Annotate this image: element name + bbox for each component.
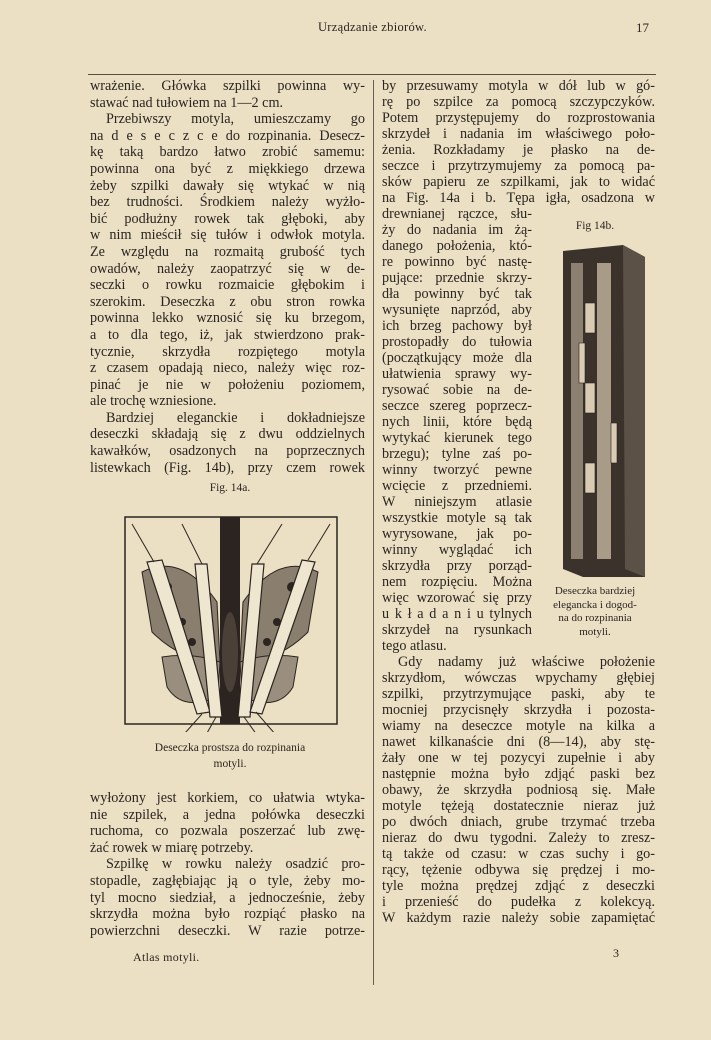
figure-14a-butterfly-board — [122, 512, 342, 732]
text-line: powinna lekko wznosić się ku brzegom, — [90, 310, 365, 327]
paragraph — [382, 78, 655, 206]
running-head-title: Urządzanie zbiorów. — [317, 20, 427, 34]
text-line: tycznie, skrzydła rozpiętego motyla — [90, 343, 365, 360]
text-line: re powinno być nastę- — [382, 254, 532, 270]
text-line: tego atlasu. — [382, 638, 447, 654]
text-line: pujące: przednie skrzy- — [382, 270, 532, 286]
text-line: seczki o rowku rozmaicie głębokim i — [90, 277, 365, 294]
text-line: prostopadły do tułowia — [382, 334, 532, 350]
caption-line: motyli. — [213, 758, 247, 770]
paragraph — [90, 410, 365, 476]
text-line: szerokim. Deseczka z obu stron rowka — [90, 293, 365, 310]
text-line: żeby szpilki dawały się wtykać w nią — [90, 177, 365, 194]
text-line: Ze względu na rozmaitą grubość tych — [90, 243, 365, 260]
text-line: ży do nadania im żą- — [382, 222, 532, 238]
left-column-bottom — [90, 790, 365, 939]
text-line: danego położenia, któ- — [382, 238, 532, 254]
text-line: by przesuwamy motyla w dół lub w gó- — [382, 78, 655, 94]
text-line: powinna ona być z miękkiego drzewa — [90, 160, 365, 177]
text-line: i przenieść do pudełka z kolekcyą. — [382, 894, 655, 910]
text-line: a to dla tego, iż, jak stwierdzono prak- — [90, 326, 365, 343]
text-line: nem rozpięciu. Można — [382, 574, 532, 590]
text-line: Potem przystępujemy do rozprostowania — [382, 110, 655, 126]
text-line: dła powinny być tak — [382, 286, 532, 302]
text-line: obawy, że skrzydła podniosą się. Małe — [382, 782, 655, 798]
text-line: brzegu); tylne zaś po- — [382, 446, 532, 462]
left-column-top — [90, 78, 365, 476]
text-line: po dwóch dniach, grube trzymać trzeba — [382, 814, 655, 830]
text-line: więc wzorować się przy — [382, 590, 532, 606]
paragraph — [90, 790, 365, 856]
text-line: drewnianej rączce, słu- — [382, 206, 532, 222]
text-line: na Fig. 14a i b. Tępa igła, osadzona w — [382, 190, 655, 206]
text-line: winny wyglądać ich — [382, 542, 532, 558]
text-line: stawać nad tułowiem na 1—2 cm. — [90, 94, 284, 111]
text-line: żały one w tej pozycyi zupełnie i aby — [382, 750, 655, 766]
text-line: nych linii, które będą — [382, 414, 532, 430]
page-number: 17 — [636, 20, 649, 35]
paragraph — [90, 78, 365, 111]
text-line: rę po szpilce za pomocą szczypczyków. — [382, 94, 655, 110]
text-line: sków papieru ze szpilkami, jak to widać — [382, 174, 655, 190]
text-line: tą także od czasu: w czas suchy i go- — [382, 846, 655, 862]
text-line: wyłożony jest korkiem, co ułatwia wtyka- — [90, 790, 365, 806]
text-line: listewkach (Fig. 14b), przy czem rowek — [90, 459, 365, 476]
text-line: winny tworzyć pewne — [382, 462, 532, 478]
text-line: mocniej przycisnęły skrzydła i pozosta- — [382, 702, 655, 718]
text-line: wcięcie z przedniemi. — [382, 478, 532, 494]
text-line: kawałków, osadzonych na poprzecznych — [90, 443, 365, 460]
caption-line: Deseczka prostsza do rozpinania — [154, 742, 306, 754]
caption-line: Deseczka bardziej — [554, 585, 636, 597]
text-line: wytykać kierunek tego — [382, 430, 532, 446]
text-line: Szpilkę w rowku należy osadzić pro- — [106, 856, 365, 873]
footer-book-title: Atlas motyli. — [133, 950, 200, 964]
caption-line: elegancka i dogod- — [553, 598, 637, 611]
text-line: skrzydłom, wówczas wpychamy głębiej — [382, 670, 655, 686]
figure-14b-label: Fig 14b. — [575, 220, 615, 232]
paragraph — [90, 111, 365, 410]
text-line: powierzchni deseczki. W razie potrze- — [90, 922, 365, 939]
text-line: motyle tężeją dostatecznie nieraz już — [382, 798, 655, 814]
signature-mark: 3 — [613, 946, 619, 960]
text-line: kę taką bardzo łatwo zrobić samemu: — [90, 144, 365, 161]
text-line: seczce szereg poprzecz- — [382, 398, 532, 414]
text-line: szpilki, przytrzymujące paski, aby te — [382, 686, 655, 702]
text-line: nieraz do dwu tygodni. Zależy to zresz- — [382, 830, 655, 846]
text-line: rący, tężenie odbywa się prędzej i mo- — [382, 862, 655, 878]
text-line: skrzydeł na rysunkach — [382, 622, 532, 638]
text-line: deseczki składają się z dwu oddzielnych — [90, 426, 365, 443]
text-line: (początkujący może dla — [382, 350, 532, 366]
text-line: następnie można było zdjąć paski bez — [382, 766, 655, 782]
text-line: bez trudności. Środkiem należy wyżło- — [90, 194, 365, 211]
text-line: seczce i przytrzymujemy za pomocą pa- — [382, 158, 655, 174]
text-line: wszystkie motyle są tak — [382, 510, 532, 526]
caption-line: motyli. — [579, 625, 611, 638]
text-line: nie szpilek, a jedna połówka deseczki — [90, 806, 365, 823]
header-rule — [88, 74, 656, 75]
text-line: Bardziej eleganckie i dokładniejsze — [106, 409, 365, 426]
text-line: ruchoma, co pozwala poszerzać lub zwę- — [90, 823, 365, 840]
text-line: nawet kilkanaście dni (8—14), aby stę- — [382, 734, 655, 750]
text-line: na d e s e c z c e do rozpinania. Desecz- — [90, 127, 365, 144]
running-head — [90, 20, 655, 38]
text-line: Gdy nadamy już właściwe położenie — [398, 654, 655, 670]
text-line: skrzydła można było rozpiąć płasko na — [90, 906, 365, 923]
text-line: Przebiwszy motyla, umieszczamy go — [106, 111, 365, 128]
figure-14a-label: Fig. 14a. — [209, 482, 251, 494]
text-line: ale trochę wzniesione. — [90, 393, 217, 410]
text-line: W niniejszym atlasie — [382, 494, 532, 510]
text-line: w nim mieścił się tułów i odwłok motyla. — [90, 227, 365, 244]
text-line: żenia. Rozkładamy je płasko na de- — [382, 142, 655, 158]
paragraph — [90, 856, 365, 939]
text-line: tyl mocno siedział, a jednocześnie, żeby — [90, 889, 365, 906]
text-line: bić podłużny rowek tak głęboki, aby — [90, 210, 365, 227]
text-line: z czasem opadają nieco, należy więc roz- — [90, 360, 365, 377]
figure-14a-caption — [110, 740, 350, 772]
text-line: ich brzeg pachowy był — [382, 318, 532, 334]
text-line: wiamy na deseczce motyle na kilka a — [382, 718, 655, 734]
text-line: u k ł a d a n i u tylnych — [382, 606, 532, 622]
paragraph — [382, 654, 655, 926]
caption-line: na do rozpinania — [558, 612, 632, 624]
text-line: W każdym razie należy sobie zapamiętać — [382, 910, 655, 926]
text-line: ułatwienia sprawy wy- — [382, 366, 532, 382]
text-line: rysować sobie na de- — [382, 382, 532, 398]
text-line: stopadle, zagłębiając ją o tyle, żeby mo- — [90, 872, 365, 889]
text-line: tyle można prędzej zdjąć z deseczki — [382, 878, 655, 894]
figure-14b-board — [553, 243, 648, 581]
text-line: żać rowek w miarę potrzeby. — [90, 839, 254, 856]
text-line: owadów, należy zaopatrzyć się w de- — [90, 260, 365, 277]
text-line: wyrysowane, jak po- — [382, 526, 532, 542]
text-line: skrzydeł i nadania im właściwego poło- — [382, 126, 655, 142]
figure-14b-caption — [540, 585, 650, 639]
text-line: wrażenie. Główka szpilki powinna wy- — [90, 78, 365, 94]
text-line: skrzydła przy porząd- — [382, 558, 532, 574]
text-line: pinać je nie w położeniu poziomem, — [90, 376, 365, 393]
column-divider — [373, 80, 374, 985]
text-line: wysunięte naprzód, aby — [382, 302, 532, 318]
